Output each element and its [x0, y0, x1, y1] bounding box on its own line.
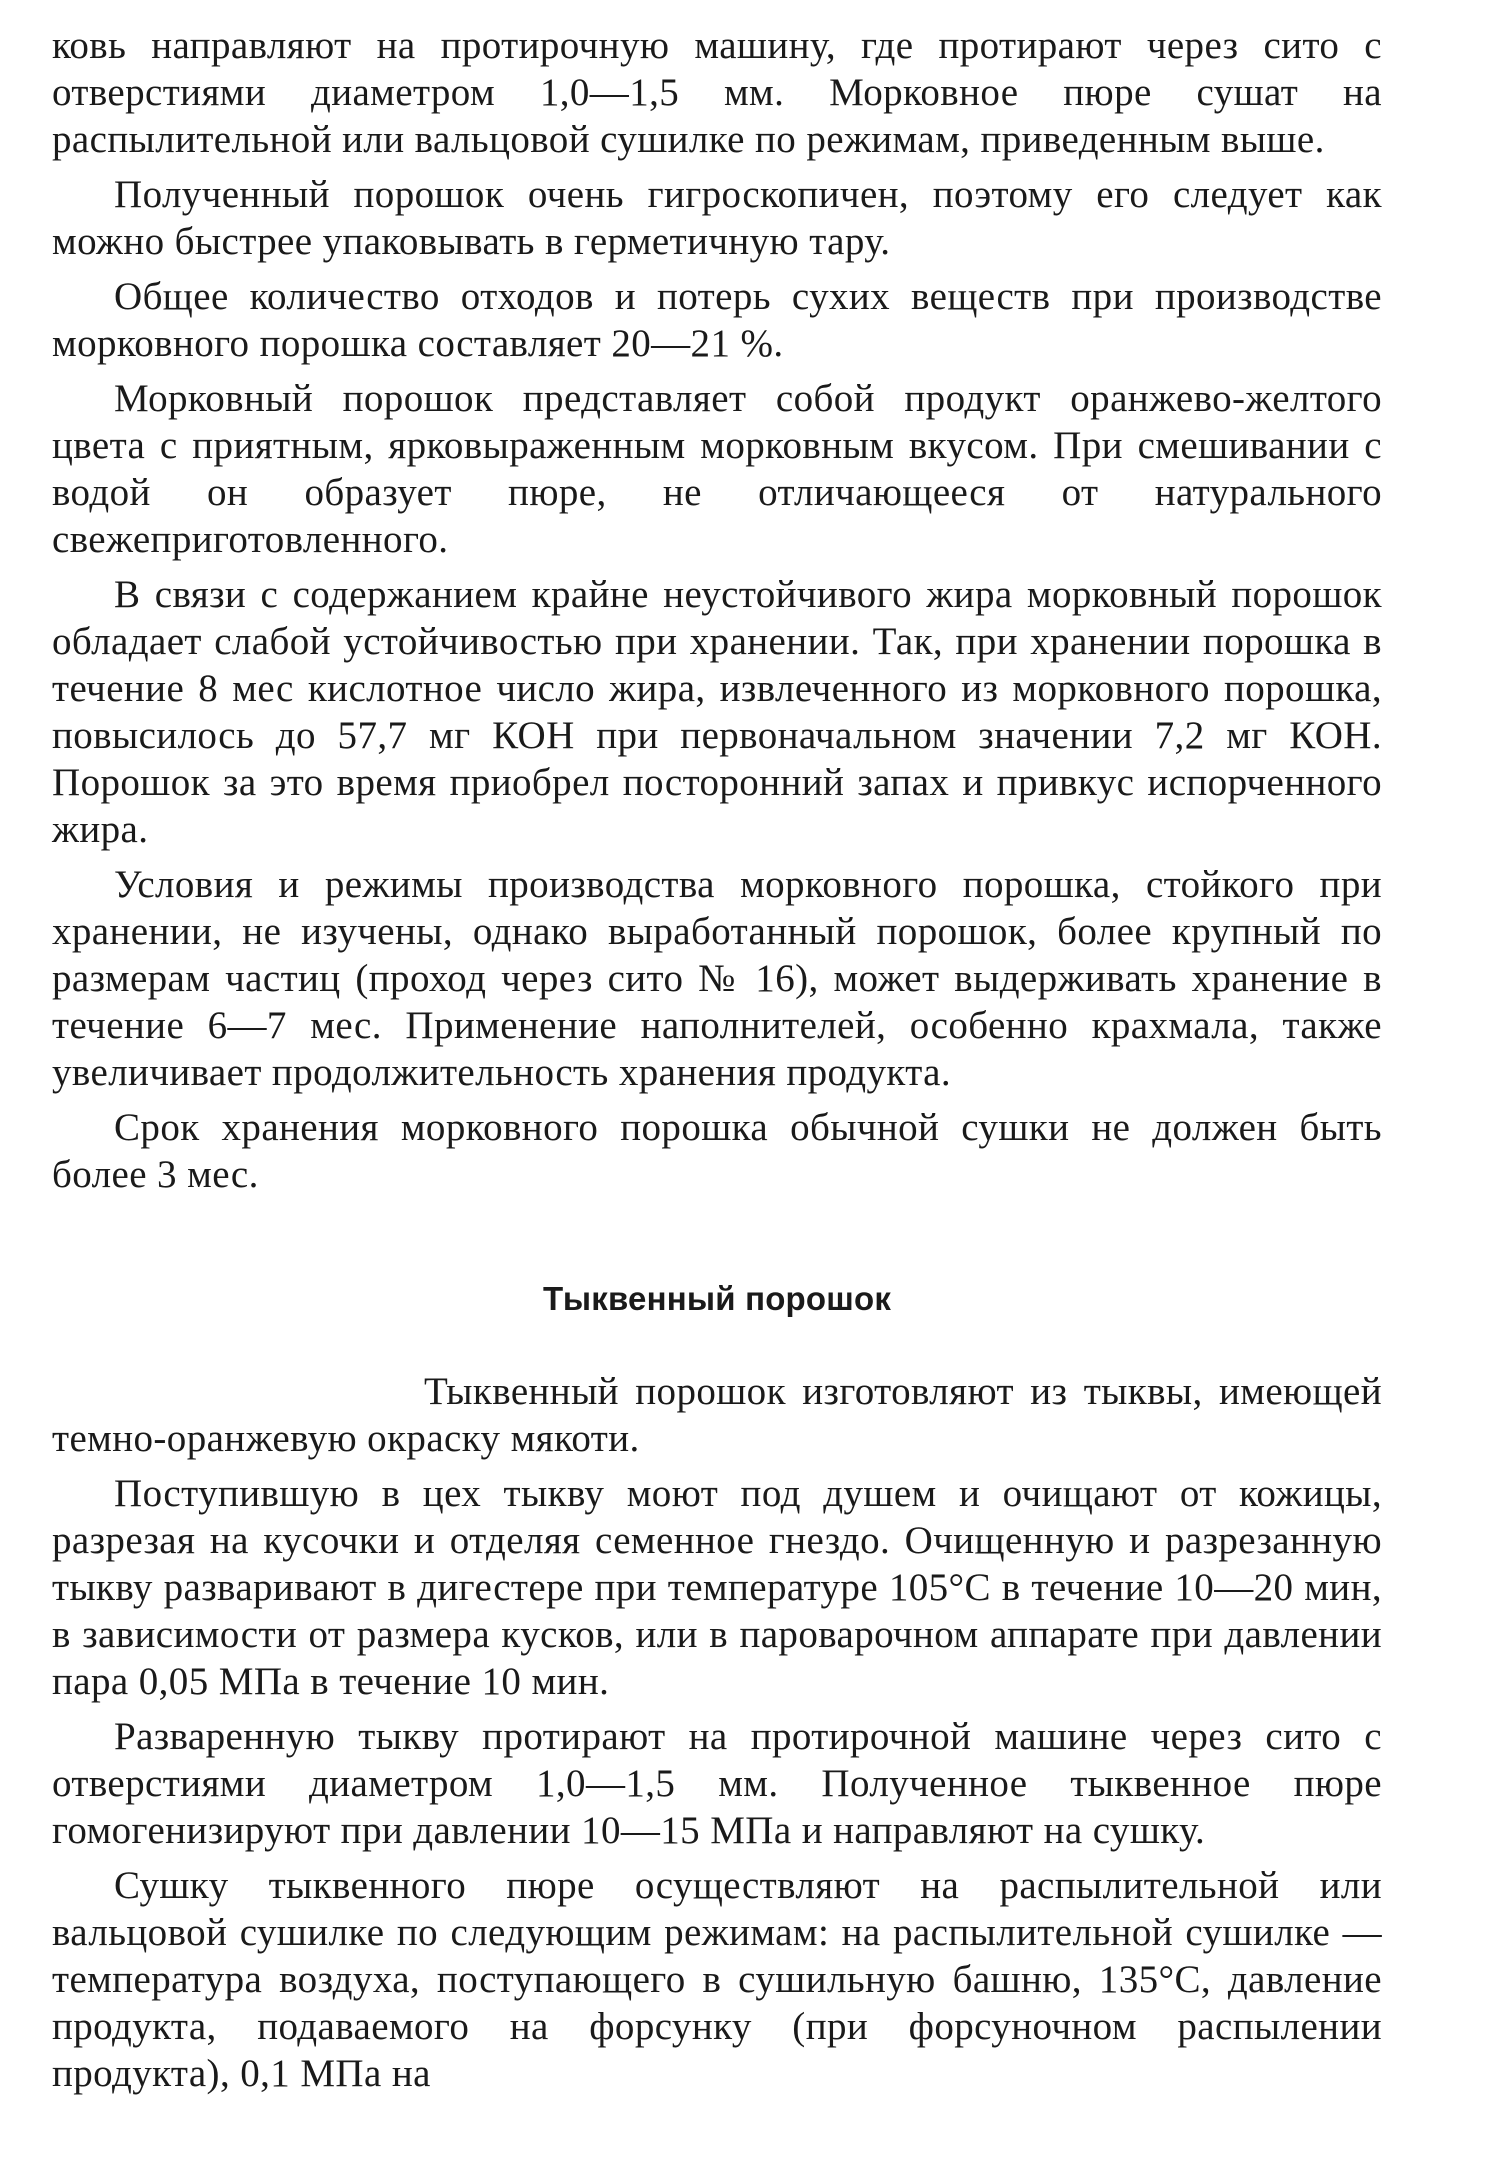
paragraph: Морковный порошок представляет собой продукт оранжево-желтого цвета с приятным, ярковыраженным морковным вкусом. При смешивании с водой он образует пюре, не отличающееся от натурального свежеприготовленного. [52, 377, 1382, 561]
paragraph: Сушку тыквенного пюре осуществляют на распылительной или вальцовой сушилке по следующим режимам: на распылительной сушилке — температура воздуха, поступающего в сушильную башню, 135°С, давление продукта, подаваемого на форсунку (при форсуночном распылении продукта), 0,1 МПа на [52, 1864, 1382, 2095]
paragraph: Поступившую в цех тыкву моют под душем и очищают от кожицы, разрезая на кусочки и отделяя семенное гнездо. Очищенную и разрезанную тыкву разваривают в дигестере при температуре 105°С в течение 10—20 мин, в зависимости от размера кусков, или в пароварочном аппарате при давлении пара 0,05 МПа в течение 10 мин. [52, 1472, 1382, 1703]
paragraph: Тыквенный порошок изготовляют из тыквы, имеющей темно-оранжевую окраску мякоти. [52, 1370, 1382, 1460]
section-heading: Тыквенный порошок [542, 1280, 892, 1317]
paragraph: Общее количество отходов и потерь сухих веществ при производстве морковного порошка составляет 20—21 %. [52, 275, 1382, 365]
paragraph-continuation: ковь направляют на протирочную машину, где протирают через сито с отверстиями диаметром 1,0—1,5 мм. Морковное пюре сушат на распылительной или вальцовой сушилке по режимам, приведенным выше. [52, 24, 1382, 161]
document-page [52, 22, 1382, 2105]
paragraph: Условия и режимы производства морковного порошка, стойкого при хранении, не изучены, однако выработанный порошок, более крупный по размерам частиц (проход через сито № 16), может выдерживать хранение в течение 6—7 мес. Применение наполнителей, особенно крахмала, также увеличивает продолжительность хранения продукта. [52, 863, 1382, 1094]
paragraph: Срок хранения морковного порошка обычной сушки не должен быть более 3 мес. [52, 1106, 1382, 1196]
paragraph: Полученный порошок очень гигроскопичен, поэтому его следует как можно быстрее упаковывать в герметичную тару. [52, 173, 1382, 263]
paragraph: Разваренную тыкву протирают на протирочной машине через сито с отверстиями диаметром 1,0—1,5 мм. Полученное тыквенное пюре гомогенизируют при давлении 10—15 МПа и направляют на сушку. [52, 1715, 1382, 1852]
paragraph: В связи с содержанием крайне неустойчивого жира морковный порошок обладает слабой устойчивостью при хранении. Так, при хранении порошка в течение 8 мес кислотное число жира, извлеченного из морковного порошка, повысилось до 57,7 мг КОН при первоначальном значении 7,2 мг КОН. Порошок за это время приобрел посторонний запах и привкус испорченного жира. [52, 573, 1382, 851]
